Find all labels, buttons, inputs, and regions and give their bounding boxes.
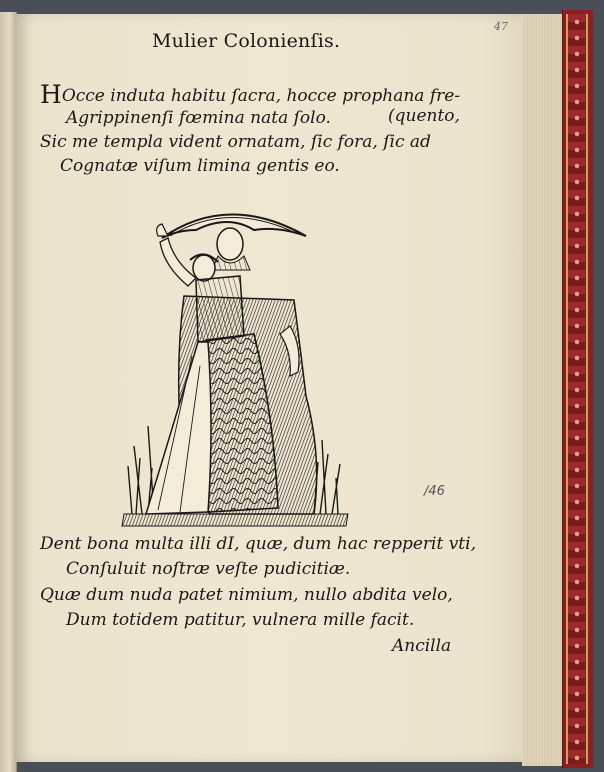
running-title: Mulier Colonienſis. [152,30,341,52]
verse-line-5: Dent bona multa illi dI, quæ, dum hac repperit vti, [40,534,476,554]
verse-line-7: Quæ dum nuda patet nimium, nullo abdita velo, [40,585,453,605]
verse-line-8: Dum totidem patitur, vulnera mille facit. [66,610,415,630]
page-block-edges [522,14,564,766]
verse-line-3: Sic me templa vident ornatam, ſic fora, ſic ad [40,132,431,152]
verse-line-1-text: Occe induta habitu ſacra, hocce prophana fre- [61,86,461,106]
turnover-word: (quento, [388,106,460,126]
woodcut-illustration [118,196,354,530]
corner-page-number: 47 [494,20,508,33]
verse-line-2: Agrippinenſi fœmina nata ſolo. [66,108,331,128]
verse-line-1 [40,80,480,109]
gilt-rule-right [586,14,588,764]
gilt-ornament-border [566,14,588,764]
gilt-rule-left [566,14,568,764]
pencil-annotation: /46 [424,484,445,499]
verse-line-4: Cognatæ viſum limina gentis eo. [60,156,340,176]
catchword: Ancilla [392,636,452,656]
verse-line-6: Conſuluit noſtræ veſte pudicitiæ. [66,559,351,579]
drop-capital: H [40,80,62,109]
